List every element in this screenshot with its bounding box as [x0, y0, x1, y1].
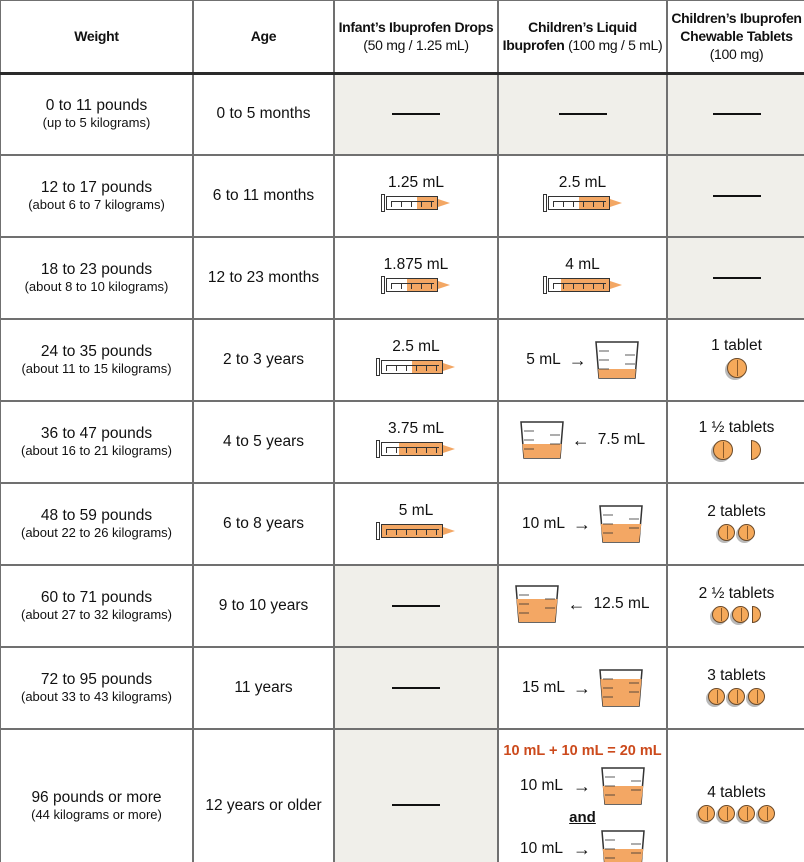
weight-kg: (44 kilograms or more) — [31, 806, 162, 822]
dose-label: 2.5 mL — [392, 338, 440, 355]
syringe-icon — [543, 275, 623, 295]
weight-kg: (about 16 to 21 kilograms) — [20, 443, 173, 458]
arrow-right-icon: → — [573, 678, 592, 698]
weight-lb: 96 pounds or more — [31, 788, 162, 806]
header-weight — [0, 0, 193, 73]
measuring-cup-icon — [599, 669, 643, 707]
tablets-cell — [667, 647, 804, 729]
tablets-cell — [667, 401, 804, 483]
drops-cell — [334, 155, 498, 237]
table-row — [0, 237, 804, 319]
not-applicable-dash — [713, 113, 761, 115]
table-row — [0, 483, 804, 565]
drops-cell-na — [334, 647, 498, 729]
age-cell: 2 to 3 years — [193, 319, 334, 401]
liquid-cell — [498, 155, 667, 237]
header-infant-drops — [334, 0, 498, 73]
drops-cell-na — [334, 73, 498, 155]
measuring-cup-icon — [520, 421, 564, 459]
arrow-right-icon: → — [573, 514, 592, 534]
header-tabs-title: Children’s Ibuprofen Chewable Tablets — [671, 10, 802, 45]
weight-cell — [0, 237, 193, 319]
syringe-icon — [376, 521, 456, 541]
syringe-icon — [376, 439, 456, 459]
not-applicable-dash — [392, 804, 440, 806]
tablet-icon — [748, 688, 765, 705]
tablet-icon — [727, 358, 747, 378]
dose-total-note: 10 mL + 10 mL = 20 mL — [503, 743, 662, 759]
header-age-label: Age — [250, 28, 277, 45]
not-applicable-dash — [392, 113, 440, 115]
weight-lb: 36 to 47 pounds — [40, 425, 153, 442]
tablets-cell-na — [667, 155, 804, 237]
age-cell: 11 years — [193, 647, 334, 729]
arrow-right-icon: → — [568, 350, 587, 370]
weight-lb: 24 to 35 pounds — [40, 343, 153, 360]
tablet-count: 1 tablet — [711, 337, 762, 354]
weight-cell — [0, 401, 193, 483]
not-applicable-dash — [713, 277, 761, 279]
not-applicable-dash — [392, 687, 440, 689]
header-drops-title: Infant’s Ibuprofen Drops — [338, 19, 494, 36]
header-liquid-sub: (100 mg / 5 mL) — [568, 37, 663, 54]
header-liquid-title: Children’s Liquid — [528, 19, 637, 36]
tablet-count: 4 tablets — [707, 784, 766, 801]
tablets-cell — [667, 565, 804, 647]
dose-label: 5 mL — [526, 351, 561, 368]
tablet-icon — [728, 688, 745, 705]
arrow-left-icon: ← — [567, 593, 586, 614]
tablet-icon — [732, 606, 749, 623]
dose-label: 2.5 mL — [558, 174, 607, 191]
arrow-left-icon: ← — [571, 429, 590, 450]
liquid-cell — [498, 565, 667, 647]
tablet-icon — [738, 524, 755, 541]
weight-cell — [0, 73, 193, 155]
table-row — [0, 565, 804, 647]
not-applicable-dash — [713, 195, 761, 197]
weight-cell — [0, 483, 193, 565]
liquid-cell — [498, 319, 667, 401]
tablet-icon — [718, 805, 735, 822]
weight-cell — [0, 565, 193, 647]
header-age — [193, 0, 334, 73]
weight-cell — [0, 647, 193, 729]
weight-kg: (about 22 to 26 kilograms) — [20, 525, 173, 540]
header-weight-label: Weight — [74, 28, 119, 45]
dose-label: 12.5 mL — [593, 594, 650, 612]
tablet-icon — [718, 524, 735, 541]
weight-lb: 48 to 59 pounds — [40, 507, 153, 524]
tablets-cell — [667, 729, 804, 862]
liquid-cell — [498, 237, 667, 319]
age-cell: 12 to 23 months — [193, 237, 334, 319]
tablet-count: 2 tablets — [707, 502, 766, 520]
tablets-cell — [667, 483, 804, 565]
liquid-cell — [498, 647, 667, 729]
age-cell: 0 to 5 months — [193, 73, 334, 155]
drops-cell-na — [334, 565, 498, 647]
tablet-count: 3 tablets — [707, 666, 766, 684]
header-drops-sub: (50 mg / 1.25 mL) — [363, 37, 469, 54]
dose-label: 5 mL — [398, 502, 434, 519]
syringe-icon — [381, 275, 451, 295]
syringe-icon — [376, 357, 456, 377]
liquid-cell — [498, 729, 667, 862]
drops-cell — [334, 483, 498, 565]
age-cell: 6 to 8 years — [193, 483, 334, 565]
measuring-cup-icon — [601, 830, 645, 862]
measuring-cup-icon — [595, 341, 639, 379]
half-tablet-icon — [751, 440, 761, 460]
liquid-cell-na — [498, 73, 667, 155]
table-row — [0, 319, 804, 401]
table-row — [0, 647, 804, 729]
header-tabs-sub: (100 mg) — [709, 46, 764, 63]
tablet-count: 1 ½ tablets — [698, 419, 775, 436]
table-row — [0, 155, 804, 237]
tablets-cell-na — [667, 73, 804, 155]
table-row — [0, 73, 804, 155]
weight-kg: (about 8 to 10 kilograms) — [24, 279, 169, 294]
weight-lb: 18 to 23 pounds — [40, 261, 153, 278]
and-label: and — [569, 809, 596, 826]
tablet-icon — [713, 440, 733, 460]
age-cell: 9 to 10 years — [193, 565, 334, 647]
liquid-cell — [498, 401, 667, 483]
weight-kg: (about 33 to 43 kilograms) — [20, 689, 173, 704]
arrow-right-icon: → — [573, 776, 592, 796]
dose-label: 1.875 mL — [383, 256, 449, 273]
tablet-icon — [708, 688, 725, 705]
not-applicable-dash — [392, 605, 440, 607]
measuring-cup-icon — [599, 505, 643, 543]
weight-lb: 0 to 11 pounds — [45, 97, 148, 115]
weight-kg: (about 6 to 7 kilograms) — [28, 197, 165, 212]
dose-label: 10 mL — [519, 840, 564, 857]
measuring-cup-icon — [601, 767, 645, 805]
tablets-cell — [667, 319, 804, 401]
weight-cell — [0, 319, 193, 401]
weight-kg: (about 11 to 15 kilograms) — [21, 361, 172, 376]
dose-label: 4 mL — [565, 256, 600, 273]
tablet-count: 2 ½ tablets — [698, 584, 775, 602]
header-chewable-tablets — [667, 0, 804, 73]
header-liquid-title-2: Ibuprofen — [502, 37, 565, 54]
tablets-cell-na — [667, 237, 804, 319]
header-childrens-liquid — [498, 0, 667, 73]
weight-cell — [0, 729, 193, 862]
tablet-icon — [698, 805, 715, 822]
table-row — [0, 729, 804, 862]
dose-label: 15 mL — [521, 679, 566, 696]
header-row — [0, 0, 804, 73]
weight-kg: (about 27 to 32 kilograms) — [20, 607, 173, 622]
age-cell: 6 to 11 months — [193, 155, 334, 237]
liquid-cell — [498, 483, 667, 565]
arrow-right-icon: → — [573, 839, 592, 859]
weight-cell — [0, 155, 193, 237]
syringe-icon — [381, 193, 451, 213]
drops-cell — [334, 401, 498, 483]
tablet-icon — [738, 805, 755, 822]
dose-label: 7.5 mL — [597, 430, 646, 448]
dose-label: 10 mL — [521, 515, 566, 532]
measuring-cup-icon — [515, 585, 559, 623]
drops-cell-na — [334, 729, 498, 862]
syringe-icon — [543, 193, 623, 213]
age-cell: 4 to 5 years — [193, 401, 334, 483]
weight-lb: 12 to 17 pounds — [40, 179, 153, 196]
drops-cell — [334, 319, 498, 401]
table-row — [0, 401, 804, 483]
dose-label: 3.75 mL — [387, 420, 444, 437]
half-tablet-icon — [752, 606, 761, 623]
tablet-icon — [712, 606, 729, 623]
dose-label: 1.25 mL — [387, 174, 444, 191]
drops-cell — [334, 237, 498, 319]
age-cell: 12 years or older — [193, 729, 334, 862]
weight-lb: 72 to 95 pounds — [40, 671, 153, 688]
weight-kg: (up to 5 kilograms) — [42, 115, 151, 131]
tablet-icon — [758, 805, 775, 822]
not-applicable-dash — [559, 113, 607, 115]
dose-label: 10 mL — [519, 777, 564, 794]
weight-lb: 60 to 71 pounds — [40, 589, 153, 606]
